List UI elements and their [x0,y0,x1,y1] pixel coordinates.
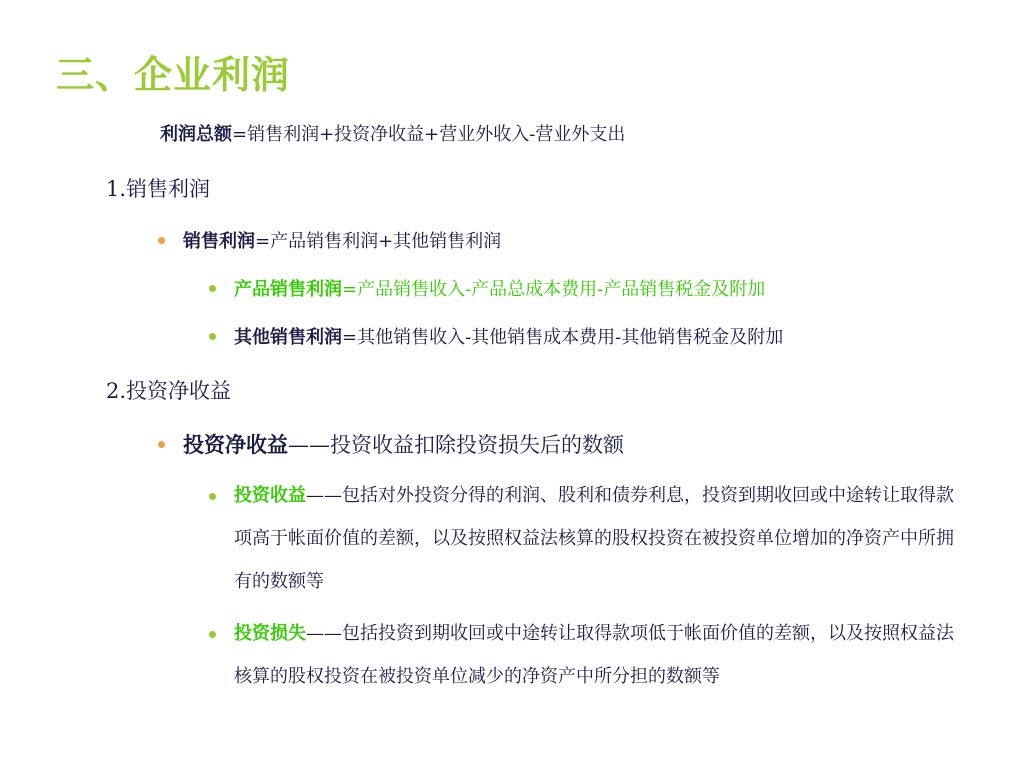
slide-title: 三、企业利润 [56,53,291,97]
bullet-dot-icon [209,285,216,292]
bullet-rest: ——投资收益扣除投资损失后的数额 [288,433,624,457]
bullet-sales-profit [183,227,501,253]
subbullet-term: 其他销售利润 [234,327,342,348]
bullet-dot-icon [209,631,216,638]
total-profit-formula [160,120,625,146]
bullet-net-investment-income [183,429,624,459]
bullet-term: 投资净收益 [183,433,288,457]
subbullet-rest: =产品销售收入-产品总成本费用-产品销售税金及附加 [342,279,766,300]
bullet-rest: =产品销售利润+其他销售利润 [255,231,502,252]
subbullet-investment-loss [234,612,964,698]
section-heading-investment-income: 2.投资净收益 [106,379,232,403]
subbullet-investment-gain [234,474,964,603]
subbullet-rest: ——包括投资到期收回或中途转让取得款项低于帐面价值的差额，以及按照权益法核算的股权投资在被投资单位减少的净资产中所分担的数额等 [234,623,954,687]
subbullet-term: 投资收益 [234,485,306,506]
subbullet-other-sales-profit [234,323,783,349]
subbullet-product-sales-profit [234,275,765,301]
bullet-dot-icon [209,333,216,340]
section-heading-sales-profit: 1.销售利润 [106,177,211,201]
bullet-dot-icon [158,237,165,244]
bullet-dot-icon [158,441,165,448]
bullet-dot-icon [209,493,216,500]
subbullet-rest: ——包括对外投资分得的利润、股利和债券利息，投资到期收回或中途转让取得款项高于帐面价值的差额，以及按照权益法核算的股权投资在被投资单位增加的净资产中所拥有的数额等 [234,485,954,592]
subbullet-term: 产品销售利润 [234,279,342,300]
formula-rest: =销售利润+投资净收益+营业外收入-营业外支出 [232,124,626,145]
subbullet-term: 投资损失 [234,623,306,644]
bullet-term: 销售利润 [183,231,255,252]
subbullet-rest: =其他销售收入-其他销售成本费用-其他销售税金及附加 [342,327,784,348]
formula-term: 利润总额 [160,124,232,145]
